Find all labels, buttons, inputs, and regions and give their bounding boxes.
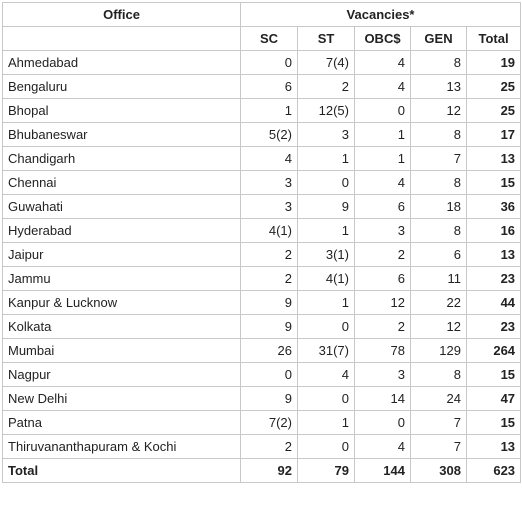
total-total: 623 [467, 459, 521, 483]
gen-cell: 8 [411, 363, 467, 387]
sc-cell: 6 [241, 75, 298, 99]
table-row [3, 267, 521, 291]
st-cell: 1 [298, 291, 355, 315]
obc-cell: 6 [355, 195, 411, 219]
sc-cell: 0 [241, 363, 298, 387]
office-cell: Jaipur [3, 243, 241, 267]
office-cell: Hyderabad [3, 219, 241, 243]
table-row [3, 435, 521, 459]
total-cell: 16 [467, 219, 521, 243]
sc-cell: 3 [241, 171, 298, 195]
sc-cell: 2 [241, 267, 298, 291]
sc-cell: 9 [241, 387, 298, 411]
table-row [3, 411, 521, 435]
office-cell: Chandigarh [3, 147, 241, 171]
total-cell: 44 [467, 291, 521, 315]
obc-cell: 1 [355, 147, 411, 171]
obc-cell: 2 [355, 315, 411, 339]
sc-cell: 4 [241, 147, 298, 171]
sc-cell: 7(2) [241, 411, 298, 435]
obc-cell: 6 [355, 267, 411, 291]
gen-cell: 8 [411, 123, 467, 147]
total-cell: 47 [467, 387, 521, 411]
office-header-blank [3, 27, 241, 51]
office-cell: Bhopal [3, 99, 241, 123]
table-row [3, 315, 521, 339]
office-cell: Patna [3, 411, 241, 435]
st-cell: 9 [298, 195, 355, 219]
office-cell: Kolkata [3, 315, 241, 339]
obc-cell: 14 [355, 387, 411, 411]
sc-cell: 2 [241, 435, 298, 459]
office-cell: Chennai [3, 171, 241, 195]
table-row [3, 363, 521, 387]
total-cell: 36 [467, 195, 521, 219]
st-cell: 1 [298, 147, 355, 171]
table-row [3, 123, 521, 147]
office-cell: Nagpur [3, 363, 241, 387]
obc-cell: 4 [355, 171, 411, 195]
total-cell: 25 [467, 75, 521, 99]
gen-cell: 8 [411, 219, 467, 243]
sc-cell: 9 [241, 291, 298, 315]
table-row [3, 243, 521, 267]
gen-cell: 12 [411, 315, 467, 339]
gen-cell: 8 [411, 171, 467, 195]
total-header: Total [467, 27, 521, 51]
table-row [3, 291, 521, 315]
table-row [3, 51, 521, 75]
st-cell: 0 [298, 387, 355, 411]
gen-header: GEN [411, 27, 467, 51]
office-cell: Guwahati [3, 195, 241, 219]
obc-cell: 1 [355, 123, 411, 147]
gen-cell: 7 [411, 147, 467, 171]
table-row [3, 147, 521, 171]
obc-cell: 4 [355, 75, 411, 99]
gen-cell: 18 [411, 195, 467, 219]
office-cell: Thiruvananthapuram & Kochi [3, 435, 241, 459]
obc-cell: 78 [355, 339, 411, 363]
gen-cell: 24 [411, 387, 467, 411]
sc-cell: 3 [241, 195, 298, 219]
table-row [3, 171, 521, 195]
sc-cell: 5(2) [241, 123, 298, 147]
obc-cell: 3 [355, 219, 411, 243]
sc-cell: 0 [241, 51, 298, 75]
st-cell: 4(1) [298, 267, 355, 291]
total-st: 79 [298, 459, 355, 483]
total-cell: 19 [467, 51, 521, 75]
total-cell: 13 [467, 435, 521, 459]
st-cell: 0 [298, 315, 355, 339]
total-cell: 13 [467, 147, 521, 171]
header-row-2 [3, 27, 521, 51]
st-cell: 12(5) [298, 99, 355, 123]
st-header: ST [298, 27, 355, 51]
office-cell: Kanpur & Lucknow [3, 291, 241, 315]
table-row [3, 195, 521, 219]
total-cell: 23 [467, 315, 521, 339]
st-cell: 3(1) [298, 243, 355, 267]
obc-cell: 0 [355, 99, 411, 123]
total-cell: 23 [467, 267, 521, 291]
sc-cell: 1 [241, 99, 298, 123]
gen-cell: 7 [411, 435, 467, 459]
total-row [3, 459, 521, 483]
gen-cell: 6 [411, 243, 467, 267]
table-body [3, 51, 521, 459]
obc-cell: 4 [355, 51, 411, 75]
obc-cell: 3 [355, 363, 411, 387]
obc-cell: 4 [355, 435, 411, 459]
obc-cell: 12 [355, 291, 411, 315]
st-cell: 3 [298, 123, 355, 147]
sc-cell: 2 [241, 243, 298, 267]
gen-cell: 129 [411, 339, 467, 363]
total-label: Total [3, 459, 241, 483]
sc-cell: 26 [241, 339, 298, 363]
table-row [3, 75, 521, 99]
total-cell: 15 [467, 363, 521, 387]
total-obc: 144 [355, 459, 411, 483]
st-cell: 7(4) [298, 51, 355, 75]
table-row [3, 339, 521, 363]
gen-cell: 8 [411, 51, 467, 75]
sc-cell: 9 [241, 315, 298, 339]
total-cell: 15 [467, 171, 521, 195]
obc-cell: 2 [355, 243, 411, 267]
st-cell: 0 [298, 171, 355, 195]
header-row-1 [3, 3, 521, 27]
total-cell: 17 [467, 123, 521, 147]
sc-cell: 4(1) [241, 219, 298, 243]
office-cell: New Delhi [3, 387, 241, 411]
total-cell: 13 [467, 243, 521, 267]
gen-cell: 13 [411, 75, 467, 99]
total-cell: 15 [467, 411, 521, 435]
office-cell: Mumbai [3, 339, 241, 363]
total-cell: 25 [467, 99, 521, 123]
table-row [3, 99, 521, 123]
total-gen: 308 [411, 459, 467, 483]
total-sc: 92 [241, 459, 298, 483]
office-cell: Jammu [3, 267, 241, 291]
table-row [3, 219, 521, 243]
table-row [3, 387, 521, 411]
gen-cell: 22 [411, 291, 467, 315]
total-cell: 264 [467, 339, 521, 363]
office-cell: Ahmedabad [3, 51, 241, 75]
sc-header: SC [241, 27, 298, 51]
st-cell: 2 [298, 75, 355, 99]
gen-cell: 11 [411, 267, 467, 291]
st-cell: 1 [298, 411, 355, 435]
gen-cell: 7 [411, 411, 467, 435]
office-cell: Bengaluru [3, 75, 241, 99]
st-cell: 0 [298, 435, 355, 459]
st-cell: 31(7) [298, 339, 355, 363]
obc-header: OBC$ [355, 27, 411, 51]
vacancies-header: Vacancies* [241, 3, 521, 27]
office-header: Office [3, 3, 241, 27]
obc-cell: 0 [355, 411, 411, 435]
st-cell: 1 [298, 219, 355, 243]
st-cell: 4 [298, 363, 355, 387]
vacancies-table [2, 2, 521, 483]
gen-cell: 12 [411, 99, 467, 123]
office-cell: Bhubaneswar [3, 123, 241, 147]
